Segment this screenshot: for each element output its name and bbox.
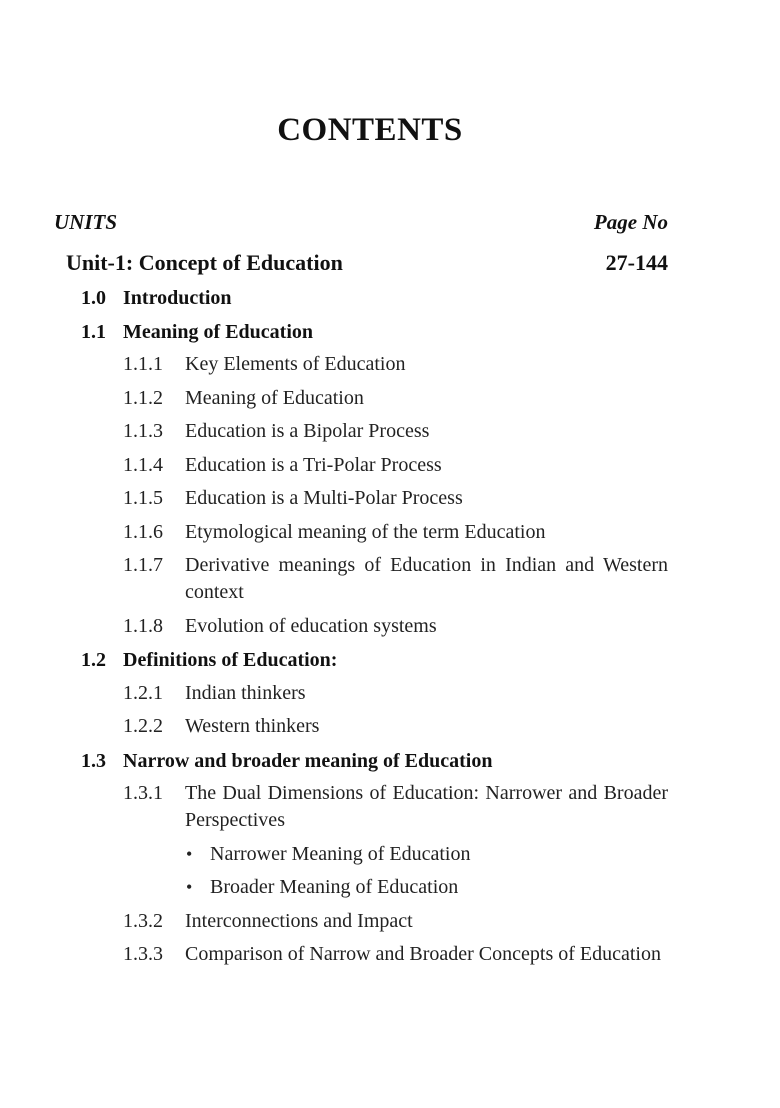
subsection-number: 1.1.4: [123, 453, 163, 476]
subsection-title: Derivative meanings of Education in Indian and Western context: [185, 554, 668, 603]
units-column-header: UNITS: [54, 210, 118, 234]
page-title: CONTENTS: [277, 112, 463, 148]
unit-page-range: 27-144: [605, 250, 668, 275]
toc-subsection: [123, 552, 668, 606]
toc-list: [0, 284, 780, 975]
bullet-text: Narrower Meaning of Education: [210, 842, 471, 865]
subsection-title: The Dual Dimensions of Education: Narrower and Broader Perspectives: [185, 782, 668, 831]
subsection-title: Education is a Tri-Polar Process: [185, 453, 442, 476]
subsection-number: 1.2.1: [123, 681, 163, 704]
subsection-number: 1.2.2: [123, 715, 163, 737]
subsection-number: 1.3.2: [123, 909, 163, 932]
subsection-number: 1.1.2: [123, 386, 163, 409]
section-number: 1.2: [81, 649, 106, 671]
subsection-title: Western thinkers: [185, 715, 320, 737]
section-title: Meaning of Education: [123, 320, 314, 343]
toc-section: [81, 284, 780, 312]
toc-section: [81, 646, 780, 674]
section-title: Narrow and broader meaning of Education: [123, 749, 493, 772]
bullet-icon: •: [186, 877, 193, 897]
toc-subsection: [123, 941, 668, 968]
toc-subsection: [123, 452, 668, 479]
toc-section: [81, 318, 780, 346]
toc-subsection: [123, 780, 668, 834]
toc-subsection: [123, 385, 668, 412]
subsection-title: Education is a Multi-Polar Process: [185, 487, 463, 509]
section-number: 1.1: [81, 320, 106, 343]
subsection-number: 1.1.7: [123, 554, 163, 576]
toc-bullet-item: [186, 874, 780, 901]
subsection-number: 1.1.1: [123, 353, 163, 375]
toc-bullet-item: [186, 841, 780, 868]
section-number: 1.0: [81, 287, 106, 309]
toc-subsection: [123, 418, 668, 445]
toc-subsection: [123, 613, 668, 640]
subsection-title: Meaning of Education: [185, 386, 364, 409]
bullet-icon: •: [186, 843, 193, 864]
subsection-title: Education is a Bipolar Process: [185, 420, 430, 442]
toc-subsection: [123, 519, 668, 546]
bullet-text: Broader Meaning of Education: [210, 876, 459, 898]
toc-subsection: [123, 908, 668, 935]
subsection-number: 1.1.6: [123, 520, 163, 543]
subsection-title: Etymological meaning of the term Education: [185, 520, 546, 543]
subsection-number: 1.1.5: [123, 487, 163, 509]
subsection-number: 1.1.8: [123, 614, 163, 637]
section-title: Definitions of Education:: [123, 649, 338, 671]
toc-section: [81, 747, 780, 775]
section-title: Introduction: [123, 287, 232, 309]
subsection-title: Interconnections and Impact: [185, 909, 413, 932]
toc-subsection: [123, 713, 668, 740]
toc-subsection: [123, 680, 668, 707]
subsection-title: Comparison of Narrow and Broader Concepts of Education: [185, 943, 661, 965]
unit-title: Unit-1: Concept of Education: [66, 250, 343, 275]
section-number: 1.3: [81, 749, 106, 772]
subsection-title: Evolution of education systems: [185, 614, 437, 637]
subsection-number: 1.1.3: [123, 420, 163, 442]
subsection-number: 1.3.1: [123, 782, 163, 804]
page-no-column-header: Page No: [593, 210, 668, 234]
toc-subsection: [123, 485, 668, 512]
toc-subsection: [123, 351, 668, 378]
subsection-title: Key Elements of Education: [185, 353, 406, 375]
subsection-title: Indian thinkers: [185, 681, 306, 704]
subsection-number: 1.3.3: [123, 943, 163, 965]
